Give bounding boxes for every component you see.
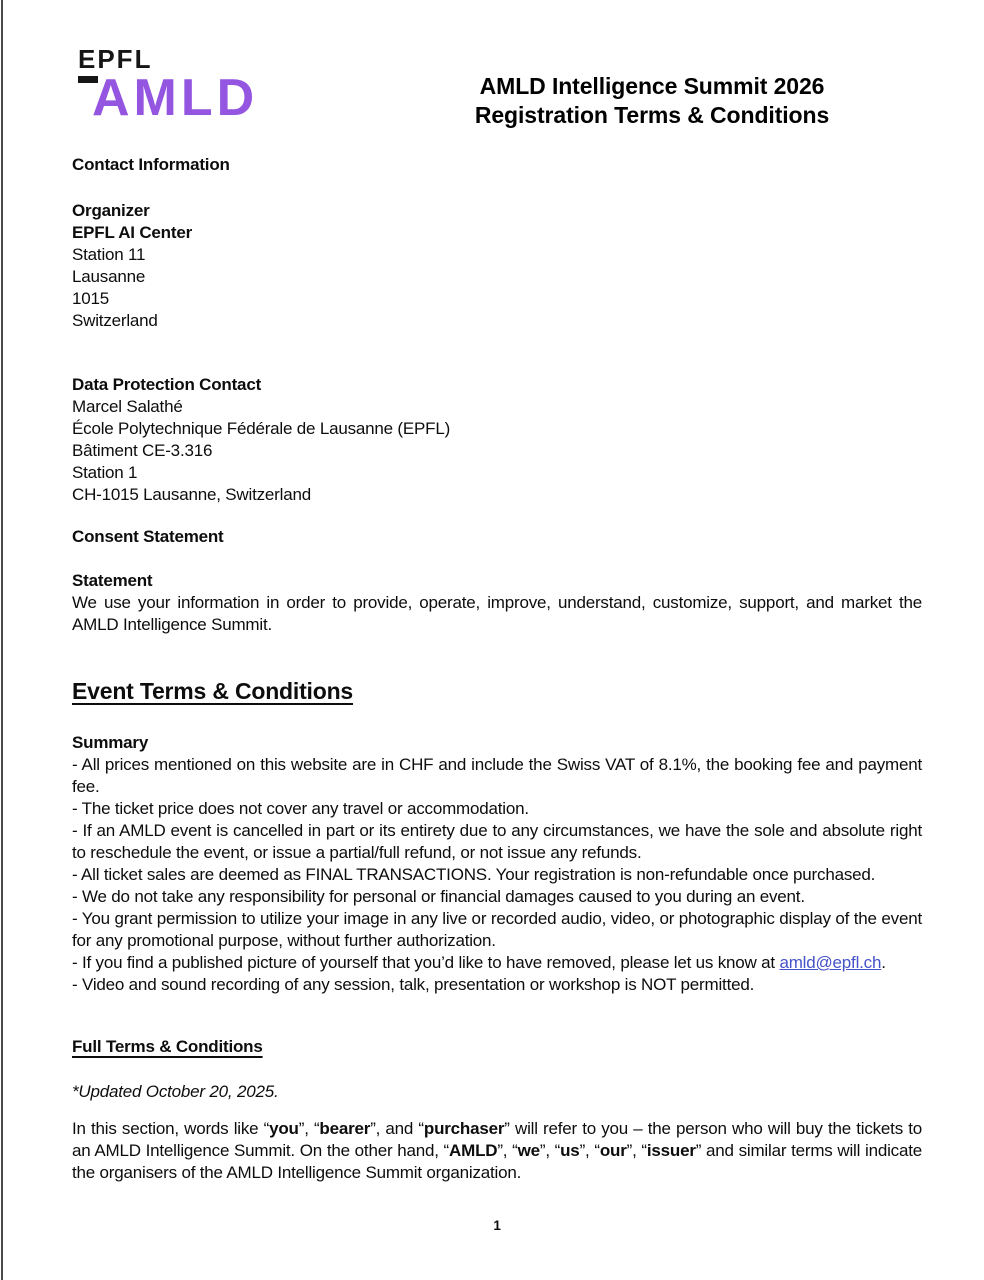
- text-run: - We do not take any responsibility for personal or financial damages caused to you during an event.: [72, 887, 805, 906]
- document-header: [72, 0, 922, 142]
- text-run: ”, and “: [370, 1119, 424, 1138]
- text-run: In this section, words like “: [72, 1119, 270, 1138]
- title-line-1: AMLD Intelligence Summit 2026: [479, 73, 825, 99]
- summary-item: [72, 952, 922, 974]
- data-protection-line: Marcel Salathé: [72, 397, 183, 416]
- organizer-address-line: Lausanne: [72, 267, 146, 286]
- organizer-address-line: Switzerland: [72, 311, 158, 330]
- amld-logo-text: AMLD: [92, 69, 259, 127]
- epfl-amld-logo: [78, 44, 259, 127]
- text-run: - The ticket price does not cover any travel or accommodation.: [72, 799, 529, 818]
- text-run: - All prices mentioned on this website are in CHF and include the Swiss VAT of 8.1%, the booking fee and payment fee.: [72, 755, 922, 796]
- text-run: - Video and sound recording of any session, talk, presentation or workshop is NOT permitted.: [72, 975, 755, 994]
- text-run: ”, “: [579, 1141, 600, 1160]
- intro-paragraph: [72, 1118, 922, 1184]
- summary-item: [72, 886, 922, 908]
- summary-item: [72, 864, 922, 886]
- full-terms-heading-text: Full Terms & Conditions: [72, 1037, 263, 1056]
- consent-statement-heading: Consent Statement: [72, 527, 224, 546]
- data-protection-block: [72, 374, 922, 506]
- updated-note: *Updated October 20, 2025.: [72, 1082, 279, 1101]
- organizer-block: [72, 200, 922, 332]
- page-content: [72, 0, 922, 1234]
- data-protection-line: Station 1: [72, 463, 138, 482]
- summary-item: [72, 754, 922, 798]
- bold-text-run: purchaser: [423, 1119, 505, 1138]
- organizer-name: EPFL AI Center: [72, 223, 193, 242]
- text-run: ”, “: [626, 1141, 647, 1160]
- document-title: [382, 72, 922, 130]
- text-run: ” and similar terms will indicate the organisers of the AMLD Intelligence Summit organization.: [72, 1141, 923, 1182]
- bold-text-run: we: [517, 1141, 540, 1160]
- bold-text-run: our: [599, 1141, 627, 1160]
- data-protection-label: Data Protection Contact: [72, 375, 262, 394]
- data-protection-line: Bâtiment CE-3.316: [72, 441, 213, 460]
- page-number: 1: [493, 1218, 501, 1233]
- summary-item: [72, 820, 922, 864]
- organizer-address-line: Station 11: [72, 245, 146, 264]
- full-terms-heading: [72, 1036, 922, 1058]
- statement-label: Statement: [72, 571, 153, 590]
- title-line-2: Registration Terms & Conditions: [474, 102, 830, 128]
- text-run: ”, “: [497, 1141, 518, 1160]
- organizer-label: Organizer: [72, 201, 150, 220]
- event-terms-heading-text: Event Terms & Conditions: [72, 678, 354, 704]
- bold-text-run: issuer: [646, 1141, 696, 1160]
- organizer-address-line: 1015: [72, 289, 110, 308]
- text-run: - If you find a published picture of yourself that you’d like to have removed, please let us know at: [72, 953, 780, 972]
- text-run: - You grant permission to utilize your image in any live or recorded audio, video, or photographic display of the event for any promotional purpose, without further authorization.: [72, 909, 922, 950]
- epfl-logo-text: EPFL: [78, 44, 153, 74]
- summary-list: [72, 754, 922, 996]
- text-run: - If an AMLD event is cancelled in part or its entirety due to any circumstances, we have the sole and absolute right to reschedule the event, or issue a partial/full refund, or not issue any refunds.: [72, 821, 922, 862]
- summary-item: [72, 798, 922, 820]
- data-protection-line: CH-1015 Lausanne, Switzerland: [72, 485, 311, 504]
- data-protection-line: École Polytechnique Fédérale de Lausanne (EPFL): [72, 419, 451, 438]
- summary-item: [72, 974, 922, 996]
- text-run: - All ticket sales are deemed as FINAL TRANSACTIONS. Your registration is non-refundable once purchased.: [72, 865, 876, 884]
- text-run: ”, “: [298, 1119, 320, 1138]
- text-run: ” will refer to you – the person who will buy the tickets to an AMLD Intelligence Summit. On the other hand, “: [72, 1119, 923, 1160]
- bold-text-run: us: [560, 1141, 580, 1160]
- bold-text-run: AMLD: [449, 1141, 498, 1160]
- event-terms-heading: [72, 676, 922, 706]
- text-run: ”, “: [539, 1141, 561, 1160]
- summary-label: Summary: [72, 733, 149, 752]
- bold-text-run: you: [269, 1119, 299, 1138]
- text-run: .: [881, 953, 886, 972]
- statement-paragraph: We use your information in order to provide, operate, improve, understand, customize, support, and market the AMLD Intelligence Summit.: [72, 593, 922, 634]
- bold-text-run: bearer: [319, 1119, 371, 1138]
- page-left-edge: [1, 0, 3, 1280]
- summary-item: [72, 908, 922, 952]
- contact-information-heading: Contact Information: [72, 155, 230, 174]
- email-link[interactable]: amld@epfl.ch: [779, 953, 882, 972]
